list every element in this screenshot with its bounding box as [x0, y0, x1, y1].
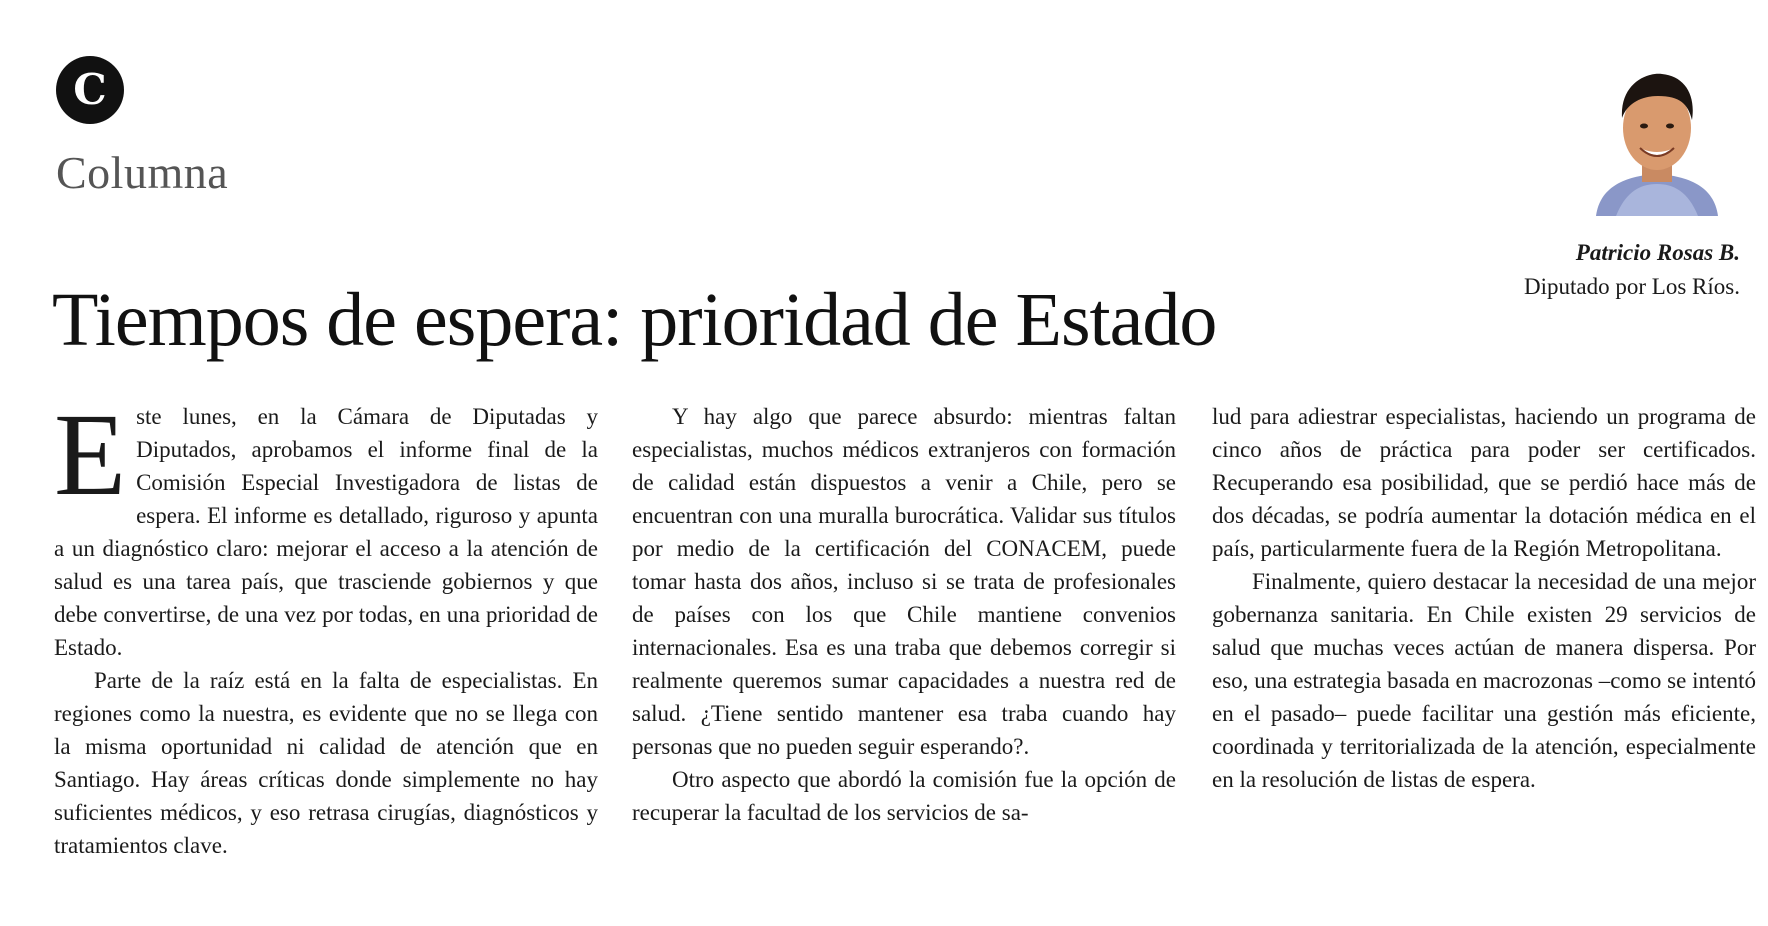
section-label: Columna	[56, 147, 229, 198]
paragraph: Otro aspecto que abordó la comisión fue la opción de recuperar la facultad de los servicios de sa-	[632, 767, 1176, 825]
author-block	[1524, 236, 1740, 304]
article-column-1	[54, 389, 598, 862]
paragraph: Y hay algo que parece absurdo: mientras faltan especialistas, muchos médicos extranjeros con formación de calidad están dispuestos a venir a Chile, pero se encuentran con una muralla burocrática. Validar sus títulos por medio de la certificación del CONACEM, puede tomar hasta dos años, incluso si se trata de profesionales de países con los que Chile mantiene convenios internacionales. Esa es una traba que debemos corregir si realmente queremos sumar capacidades a nuestra red de salud. ¿Tiene sentido mantener esa traba cuando hay personas que no pueden seguir esperando?.	[632, 404, 1176, 759]
article-column-2	[632, 400, 1176, 829]
article-title: Tiempos de espera: prioridad de Estado	[52, 278, 1217, 362]
author-role: Diputado por Los Ríos.	[1524, 274, 1740, 299]
section-badge: C	[56, 56, 124, 124]
drop-cap: E	[54, 389, 127, 520]
paragraph: Parte de la raíz está en la falta de especialistas. En regiones como la nuestra, es evidente que no se llega con la misma oportunidad ni calidad de atención que en Santiago. Hay áreas críticas donde simplemente no hay suficientes médicos, y eso retrasa cirugías, diagnósticos y tratamientos clave.	[54, 668, 598, 858]
author-photo	[1596, 66, 1718, 216]
paragraph-text: ste lunes, en la Cámara de Diputadas y Diputados, aprobamos el informe final de la Comisión Especial Investigadora de listas de espera. El informe es detallado, riguroso y apunta a un diagnóstico claro: mejorar el acceso a la atención de salud es una tarea país, que trasciende gobiernos y que debe convertirse, de una vez por todas, en una prioridad de Estado.	[54, 404, 598, 660]
author-name: Patricio Rosas B.	[1575, 240, 1740, 265]
paragraph	[54, 389, 598, 664]
paragraph: lud para adiestrar especialistas, haciendo un programa de cinco años de práctica para poder ser certificados. Recuperando esa posibilidad, que se perdió hace más de dos décadas, se podría aumentar la dotación médica en el país, particularmente fuera de la Región Metropolitana.	[1212, 404, 1756, 561]
paragraph: Finalmente, quiero destacar la necesidad de una mejor gobernanza sanitaria. En Chile existen 29 servicios de salud que muchas veces actúan de manera dispersa. Por eso, una estrategia basada en macrozonas –como se intentó en el pasado– puede facilitar una gestión más eficiente, coordinada y territorializada de la atención, especialmente en la resolución de listas de espera.	[1212, 569, 1756, 792]
article-column-3	[1212, 400, 1756, 796]
